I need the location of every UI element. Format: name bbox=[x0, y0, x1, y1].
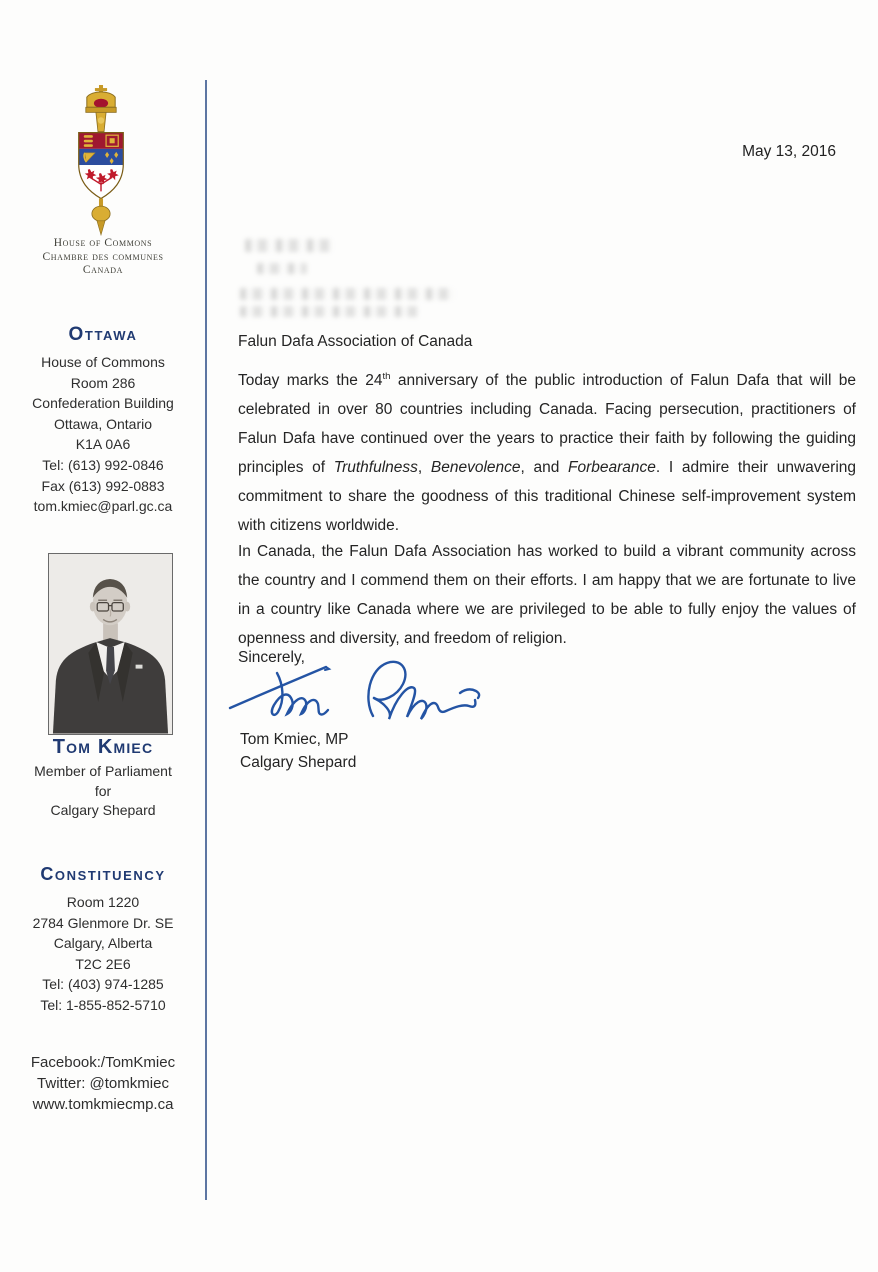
signer-riding: Calgary Shepard bbox=[240, 754, 357, 771]
member-title-line: Member of Parliament bbox=[34, 763, 172, 779]
member-portrait-photo bbox=[48, 553, 173, 735]
member-title bbox=[0, 762, 206, 821]
ottawa-address-line: Ottawa, Ontario bbox=[53, 415, 153, 432]
member-title-line: Calgary Shepard bbox=[50, 802, 156, 818]
ottawa-address-line: Tel: (613) 992-0846 bbox=[42, 456, 164, 473]
ottawa-address-line: K1A 0A6 bbox=[75, 436, 131, 453]
ottawa-address-line: tom.kmiec@parl.gc.ca bbox=[33, 498, 173, 515]
social-link-line: Facebook:/TomKmiec bbox=[30, 1054, 176, 1071]
redacted-line bbox=[245, 239, 333, 252]
constituency-address-line: Calgary, Alberta bbox=[53, 935, 153, 952]
crest-caption-line: Canada bbox=[82, 264, 124, 276]
social-link-line: www.tomkmiecmp.ca bbox=[32, 1096, 174, 1113]
member-name: Tom Kmiec bbox=[52, 736, 154, 758]
vertical-rule bbox=[205, 80, 207, 1200]
redacted-line bbox=[240, 288, 455, 300]
signer-name: Tom Kmiec, MP bbox=[240, 731, 349, 748]
crest-caption bbox=[0, 237, 206, 278]
constituency-address-line: 2784 Glenmore Dr. SE bbox=[32, 914, 174, 931]
constituency-address-line: Tel: (403) 974-1285 bbox=[42, 976, 164, 993]
ottawa-heading: Ottawa bbox=[68, 324, 138, 345]
recipient-name: Falun Dafa Association of Canada bbox=[238, 333, 473, 350]
ottawa-address-line: House of Commons bbox=[41, 354, 165, 370]
letter-date: May 13, 2016 bbox=[742, 143, 836, 160]
constituency-address bbox=[0, 892, 206, 1016]
social-link-line: Twitter: @tomkmiec bbox=[37, 1075, 169, 1092]
crest-caption-line: House of Commons bbox=[53, 237, 153, 249]
social-links bbox=[0, 1052, 206, 1115]
letter-paragraph: Today marks the 24th anniversary of the public introduction of Falun Dafa that will be celebrated in over 80 countries including Canada. Facing persecution, practitioners of Falun Dafa have continued over the years to practice their faith by following the guiding principles of Truthfulness, Benevolence, and Forbearance. I admire their unwavering commitment to share the goodness of this traditional Chinese self-improvement system with citizens worldwide. bbox=[238, 370, 857, 534]
letter-paragraph: In Canada, the Falun Dafa Association has worked to build a vibrant community across the country and I commend them on their efforts. I am happy that we are fortunate to live in a country like Canada where we are privileged to be able to fully enjoy the values of openness and diversity, and freedom of religion. bbox=[238, 543, 856, 647]
crest-caption-line: Chambre des communes bbox=[42, 250, 164, 263]
ottawa-address-line: Room 286 bbox=[70, 374, 136, 391]
ottawa-address-line: Fax (613) 992-0883 bbox=[41, 477, 165, 494]
house-of-commons-mace-icon bbox=[58, 84, 144, 236]
member-title-line: for bbox=[94, 782, 112, 799]
portrait-illustration bbox=[49, 554, 172, 734]
redacted-line bbox=[240, 306, 418, 317]
constituency-address-line: T2C 2E6 bbox=[75, 955, 131, 972]
redacted-line bbox=[257, 263, 307, 274]
constituency-address-line: Tel: 1-855-852-5710 bbox=[40, 996, 166, 1013]
constituency-heading: Constituency bbox=[40, 864, 166, 884]
closing-salutation: Sincerely, bbox=[238, 649, 305, 666]
constituency-address-line: Room 1220 bbox=[66, 894, 140, 910]
letterhead-sidebar bbox=[0, 0, 206, 1272]
ottawa-address-line: Confederation Building bbox=[32, 395, 174, 412]
ottawa-address bbox=[0, 352, 206, 517]
